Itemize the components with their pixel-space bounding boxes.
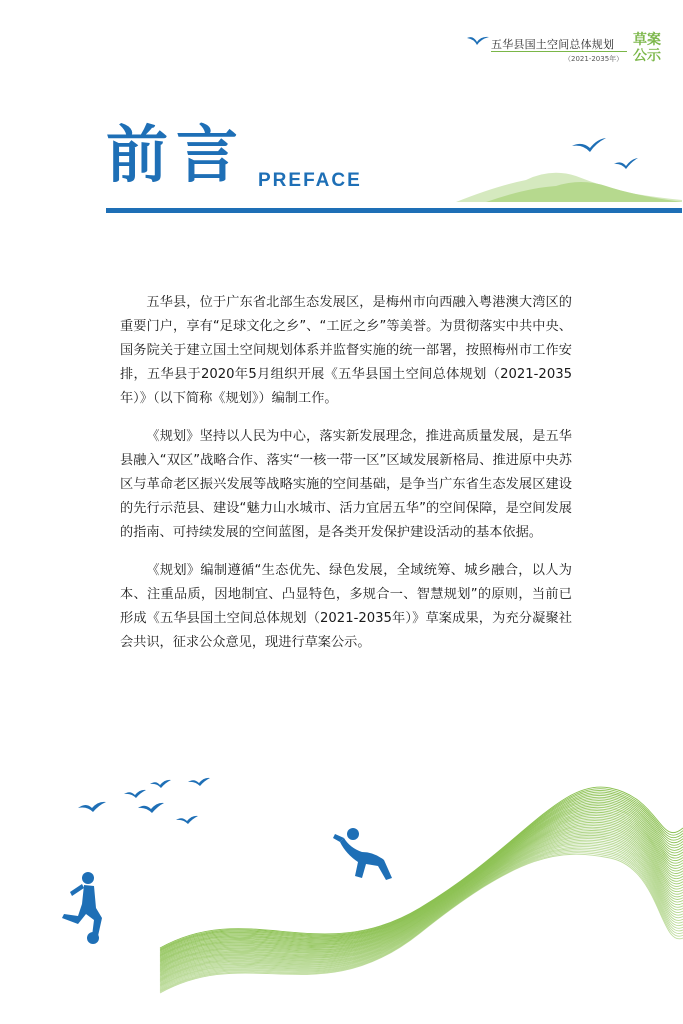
bird-icon	[124, 790, 146, 798]
bird-flock	[78, 778, 210, 824]
header-period: （2021-2035年）	[564, 55, 624, 63]
page-title: 前言	[106, 118, 247, 191]
goalkeeper-silhouette-icon	[333, 828, 392, 880]
paragraph-purpose: 《规划》坚持以人民为中心，落实新发展理念，推进高质量发展，是五华县融入“双区”战略合作、落实“一核一带一区”区域发展新格局、推进原中央苏区与革命老区振兴发展等战略实施的空间基础，是争当广东省生态发展区建设的先行示范县、建设“魅力山水城市、活力宜居五华”的空间保障，是空间发展的指南、可持续发展的空间蓝图，是各类开发保护建设活动的基本依据。	[120, 429, 572, 540]
hills-birds-illustration	[456, 128, 682, 208]
header-title: 五华县国土空间总体规划	[491, 38, 615, 51]
green-wave-lines	[160, 787, 683, 993]
preface-body	[120, 291, 572, 669]
seagull-icon	[466, 34, 490, 48]
bird-icon	[78, 802, 106, 812]
paragraph-principles: 《规划》编制遵循“生态优先、绿色发展，全域统筹、城乡融合，以人为本、注重品质，因地制宜、凸显特色，多规合一、智慧规划”的原则，当前已形成《五华县国土空间总体规划（2021-2035年）》草案成果，为充分凝聚社会共识，征求公众意见，现进行草案公示。	[120, 563, 572, 650]
paragraph-intro: 五华县，位于广东省北部生态发展区，是梅州市向西融入粤港澳大湾区的重要门户，享有“足球文化之乡”、“工匠之乡”等美誉。为贯彻落实中共中央、国务院关于建立国土空间规划体系并监督实施的统一部署，按照梅州市工作安排，五华县于2020年5月组织开展《五华县国土空间总体规划（2021-2035年）》（以下简称《规划》）编制工作。	[120, 295, 572, 406]
footballer-silhouette-icon	[62, 872, 102, 944]
bottom-wave-illustration	[0, 768, 683, 1024]
bird-icon	[150, 780, 171, 788]
draft-label: 草案公示	[633, 32, 661, 64]
header-badge	[466, 26, 676, 72]
bird-icon	[138, 803, 164, 813]
title-divider	[106, 208, 682, 213]
bird-icon	[176, 816, 198, 824]
bird-icon	[188, 778, 210, 786]
page-title-english: PREFACE	[258, 170, 362, 191]
header-divider	[491, 51, 627, 52]
